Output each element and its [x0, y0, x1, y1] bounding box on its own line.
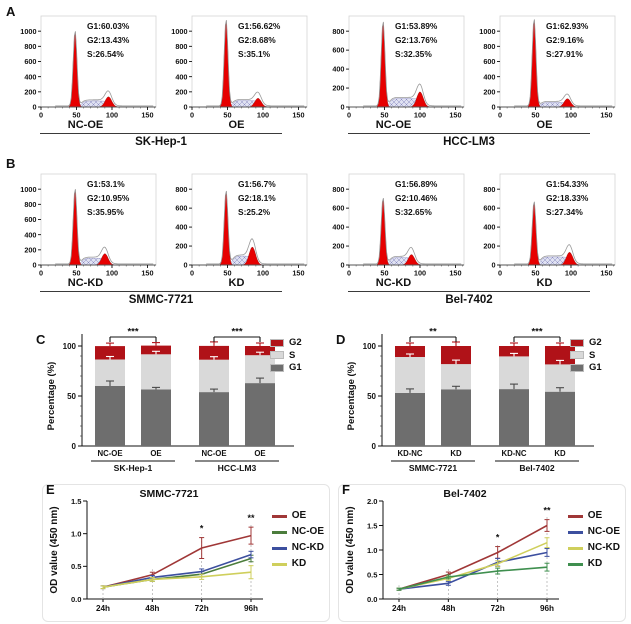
svg-text:200: 200 — [23, 245, 36, 255]
svg-text:S:25.2%: S:25.2% — [237, 207, 270, 217]
svg-text:200: 200 — [174, 87, 187, 97]
svg-text:G1:54.33%: G1:54.33% — [545, 179, 588, 189]
svg-text:SMMC-7721: SMMC-7721 — [408, 463, 458, 473]
svg-text:400: 400 — [23, 230, 36, 240]
svg-text:1.0: 1.0 — [366, 545, 378, 555]
legend-item-g1 — [570, 363, 602, 373]
svg-text:24h: 24h — [391, 604, 407, 613]
legend-item-oe — [272, 511, 324, 521]
svg-text:SMMC-7721: SMMC-7721 — [139, 488, 199, 500]
svg-text:100: 100 — [105, 268, 118, 278]
flow-plot-oe — [469, 12, 620, 131]
svg-text:50: 50 — [67, 391, 76, 401]
svg-text:G2:13.76%: G2:13.76% — [394, 35, 437, 45]
flow-histogram — [162, 12, 312, 120]
svg-text:72h: 72h — [490, 604, 505, 613]
panel-a — [0, 0, 631, 154]
flow-tiles — [10, 170, 312, 289]
svg-text:400: 400 — [331, 64, 344, 74]
svg-text:0: 0 — [339, 102, 344, 112]
svg-text:0.5: 0.5 — [366, 570, 378, 580]
svg-text:200: 200 — [23, 87, 36, 97]
svg-text:600: 600 — [23, 57, 36, 67]
svg-text:***: *** — [231, 326, 243, 338]
flow-plot-kd — [469, 170, 620, 289]
svg-text:0.0: 0.0 — [70, 594, 82, 604]
legend-item-s — [270, 351, 302, 361]
svg-text:0: 0 — [182, 260, 187, 270]
legend-f — [568, 511, 620, 569]
condition-label: KD — [228, 277, 245, 289]
legend-item-nc-oe — [568, 527, 620, 537]
svg-text:50: 50 — [379, 110, 389, 120]
svg-text:800: 800 — [23, 41, 36, 51]
svg-text:600: 600 — [174, 203, 187, 213]
svg-text:600: 600 — [331, 203, 344, 213]
svg-text:50: 50 — [71, 110, 81, 120]
legend-item-g1 — [270, 363, 302, 373]
panel-d — [330, 322, 630, 482]
legend-label: NC-OE — [291, 526, 324, 537]
flow-tiles — [10, 12, 312, 131]
svg-text:1.5: 1.5 — [366, 521, 378, 531]
panel-f — [338, 484, 626, 622]
flow-plot-kd — [161, 170, 312, 289]
svg-text:OD value (450 nm): OD value (450 nm) — [49, 506, 60, 594]
svg-text:150: 150 — [140, 110, 154, 120]
svg-text:0: 0 — [182, 102, 187, 112]
svg-text:800: 800 — [331, 184, 344, 194]
condition-label: NC-KD — [375, 277, 412, 289]
flow-histogram — [319, 170, 469, 278]
legend-label: S — [589, 349, 596, 361]
kd-line-swatch — [272, 563, 287, 566]
legend-label: KD — [587, 558, 603, 569]
legend-item-kd — [568, 559, 620, 569]
svg-text:0: 0 — [38, 268, 43, 278]
panel-b-label: B — [6, 156, 16, 171]
svg-text:0: 0 — [38, 110, 43, 120]
legend-item-s — [570, 351, 602, 361]
svg-text:100: 100 — [256, 268, 269, 278]
svg-text:150: 150 — [599, 110, 613, 120]
svg-text:OD value (450 nm): OD value (450 nm) — [345, 506, 356, 594]
svg-text:400: 400 — [482, 72, 495, 82]
panel-c-label: C — [36, 332, 46, 347]
svg-text:800: 800 — [482, 41, 495, 51]
svg-text:Bel-7402: Bel-7402 — [443, 488, 487, 500]
svg-text:OE: OE — [254, 449, 266, 458]
svg-text:150: 150 — [448, 268, 462, 278]
svg-text:24h: 24h — [95, 604, 111, 613]
svg-text:48h: 48h — [441, 604, 456, 613]
svg-text:800: 800 — [331, 26, 344, 36]
growth-curve-bel-7402 — [343, 487, 563, 619]
flow-pair-smmc-7721 — [10, 170, 312, 306]
flow-row-knockdown — [0, 154, 631, 306]
svg-text:600: 600 — [174, 57, 187, 67]
svg-text:NC-OE: NC-OE — [97, 449, 123, 458]
svg-text:0: 0 — [31, 260, 36, 270]
svg-text:150: 150 — [140, 268, 154, 278]
svg-text:KD: KD — [554, 449, 566, 458]
s-swatch — [270, 351, 284, 359]
svg-text:96h: 96h — [243, 604, 259, 613]
nc-oe-line-swatch — [568, 531, 583, 534]
condition-label: NC-OE — [67, 119, 104, 131]
legend-e — [272, 511, 324, 569]
flow-tiles — [318, 12, 620, 131]
svg-text:***: *** — [127, 326, 139, 338]
svg-text:1000: 1000 — [170, 26, 187, 36]
svg-text:96h: 96h — [539, 604, 555, 613]
svg-text:S:32.65%: S:32.65% — [394, 207, 432, 217]
legend-item-g2 — [570, 338, 602, 348]
flow-histogram — [319, 12, 469, 120]
svg-text:400: 400 — [482, 222, 495, 232]
svg-text:600: 600 — [482, 203, 495, 213]
flow-plot-nc-kd — [318, 170, 469, 289]
g1-swatch — [270, 364, 284, 372]
svg-text:1000: 1000 — [19, 184, 36, 194]
svg-text:G1:53.1%: G1:53.1% — [86, 179, 125, 189]
svg-text:G2:8.68%: G2:8.68% — [237, 35, 276, 45]
legend-label: G2 — [589, 337, 602, 348]
svg-text:S:35.1%: S:35.1% — [237, 49, 270, 59]
condition-label: NC-OE — [375, 119, 412, 131]
svg-text:NC-OE: NC-OE — [201, 449, 227, 458]
flow-row-overexpression — [0, 0, 631, 148]
panel-e — [42, 484, 330, 622]
flow-plot-oe — [161, 12, 312, 131]
flow-pair-sk-hep-1 — [10, 12, 312, 148]
svg-text:Bel-7402: Bel-7402 — [519, 463, 555, 473]
cell-cycle-bar-chart-kd — [344, 326, 600, 478]
svg-text:600: 600 — [482, 57, 495, 67]
svg-text:G2:10.95%: G2:10.95% — [86, 193, 129, 203]
legend-item-kd — [272, 559, 324, 569]
panel-d-label: D — [336, 332, 346, 347]
cell-line-caption: SMMC-7721 — [40, 291, 282, 306]
legend-item-oe — [568, 511, 620, 521]
cell-line-caption: SK-Hep-1 — [40, 133, 282, 148]
svg-text:1000: 1000 — [478, 26, 495, 36]
cell-line-caption: HCC-LM3 — [348, 133, 590, 148]
svg-text:G2:9.16%: G2:9.16% — [545, 35, 584, 45]
svg-text:400: 400 — [331, 222, 344, 232]
svg-text:100: 100 — [413, 110, 426, 120]
condition-label: KD — [536, 277, 553, 289]
legend-d — [570, 338, 602, 373]
svg-text:50: 50 — [71, 268, 81, 278]
svg-text:100: 100 — [564, 268, 577, 278]
svg-text:72h: 72h — [194, 604, 209, 613]
svg-text:50: 50 — [367, 391, 376, 401]
svg-text:50: 50 — [222, 110, 232, 120]
svg-text:150: 150 — [448, 110, 462, 120]
svg-text:50: 50 — [379, 268, 389, 278]
svg-text:***: *** — [531, 326, 543, 338]
panel-b — [0, 154, 631, 322]
svg-text:0: 0 — [497, 268, 502, 278]
svg-text:800: 800 — [174, 184, 187, 194]
flow-pair-bel-7402 — [318, 170, 620, 306]
oe-line-swatch — [568, 515, 583, 518]
svg-text:0: 0 — [346, 110, 351, 120]
legend-label: NC-KD — [587, 542, 620, 553]
nc-kd-line-swatch — [568, 547, 583, 550]
svg-text:100: 100 — [62, 341, 76, 351]
svg-text:0: 0 — [490, 102, 495, 112]
svg-text:S:32.35%: S:32.35% — [394, 49, 432, 59]
svg-text:1.0: 1.0 — [70, 529, 82, 539]
legend-item-nc-kd — [568, 543, 620, 553]
legend-label: NC-OE — [587, 526, 620, 537]
svg-text:50: 50 — [222, 268, 232, 278]
svg-text:G2:18.33%: G2:18.33% — [545, 193, 588, 203]
svg-text:0.5: 0.5 — [70, 562, 82, 572]
svg-text:G1:53.89%: G1:53.89% — [394, 21, 437, 31]
svg-text:G2:10.46%: G2:10.46% — [394, 193, 437, 203]
legend-label: S — [289, 349, 296, 361]
svg-text:0: 0 — [31, 102, 36, 112]
svg-text:KD: KD — [450, 449, 462, 458]
svg-text:**: ** — [429, 326, 437, 338]
svg-text:100: 100 — [256, 110, 269, 120]
growth-curve-smmc-7721 — [47, 487, 267, 619]
svg-text:400: 400 — [174, 222, 187, 232]
svg-text:S:26.54%: S:26.54% — [86, 49, 124, 59]
svg-text:200: 200 — [482, 87, 495, 97]
svg-text:0: 0 — [339, 260, 344, 270]
svg-text:600: 600 — [23, 215, 36, 225]
svg-text:G2:13.43%: G2:13.43% — [86, 35, 129, 45]
svg-text:400: 400 — [23, 72, 36, 82]
svg-text:*: * — [199, 523, 204, 534]
g2-swatch — [270, 339, 284, 347]
svg-text:200: 200 — [331, 241, 344, 251]
svg-text:0: 0 — [189, 110, 194, 120]
svg-text:200: 200 — [174, 241, 187, 251]
svg-text:0.0: 0.0 — [366, 594, 378, 604]
svg-text:*: * — [495, 532, 500, 543]
svg-text:100: 100 — [105, 110, 118, 120]
svg-text:HCC-LM3: HCC-LM3 — [217, 463, 257, 473]
svg-text:S:27.34%: S:27.34% — [545, 207, 583, 217]
svg-text:800: 800 — [174, 41, 187, 51]
panel-c — [30, 322, 330, 482]
svg-text:G2:18.1%: G2:18.1% — [237, 193, 276, 203]
svg-text:0: 0 — [490, 260, 495, 270]
svg-text:G1:56.7%: G1:56.7% — [237, 179, 276, 189]
svg-text:**: ** — [247, 513, 255, 524]
svg-text:0: 0 — [346, 268, 351, 278]
flow-histogram — [11, 12, 161, 120]
panel-a-label: A — [6, 4, 16, 19]
svg-text:G1:60.03%: G1:60.03% — [86, 21, 129, 31]
flow-plot-nc-oe — [318, 12, 469, 131]
legend-label: OE — [291, 510, 307, 521]
svg-text:100: 100 — [413, 268, 426, 278]
svg-text:150: 150 — [599, 268, 613, 278]
nc-kd-line-swatch — [272, 547, 287, 550]
flow-tiles — [318, 170, 620, 289]
svg-text:OE: OE — [150, 449, 162, 458]
svg-text:KD-NC: KD-NC — [397, 449, 423, 458]
flow-plot-nc-oe — [10, 12, 161, 131]
nc-oe-line-swatch — [272, 531, 287, 534]
svg-text:2.0: 2.0 — [366, 496, 378, 506]
g2-swatch — [570, 339, 584, 347]
panel-f-label: F — [342, 482, 350, 497]
legend-c — [270, 338, 302, 373]
svg-text:100: 100 — [362, 341, 376, 351]
legend-label: NC-KD — [291, 542, 324, 553]
condition-label: OE — [228, 119, 245, 131]
svg-text:200: 200 — [331, 83, 344, 93]
svg-text:0: 0 — [189, 268, 194, 278]
svg-text:Percentage (%): Percentage (%) — [346, 361, 357, 431]
legend-label: KD — [291, 558, 307, 569]
svg-text:S:35.95%: S:35.95% — [86, 207, 124, 217]
flow-histogram — [11, 170, 161, 278]
condition-label: OE — [536, 119, 553, 131]
condition-label: NC-KD — [67, 277, 104, 289]
flow-plot-nc-kd — [10, 170, 161, 289]
svg-text:800: 800 — [23, 199, 36, 209]
legend-item-g2 — [270, 338, 302, 348]
flow-histogram — [470, 170, 620, 278]
svg-text:150: 150 — [291, 110, 305, 120]
cell-cycle-bar-chart-oe — [44, 326, 300, 478]
svg-text:G1:56.89%: G1:56.89% — [394, 179, 437, 189]
flow-histogram — [470, 12, 620, 120]
svg-text:1000: 1000 — [19, 26, 36, 36]
legend-label: G1 — [589, 362, 602, 373]
svg-text:1.5: 1.5 — [70, 496, 82, 506]
svg-text:G1:56.62%: G1:56.62% — [237, 21, 280, 31]
svg-text:**: ** — [543, 505, 551, 516]
svg-text:0: 0 — [71, 441, 76, 451]
legend-label: OE — [587, 510, 603, 521]
g1-swatch — [570, 364, 584, 372]
svg-text:800: 800 — [482, 184, 495, 194]
svg-text:400: 400 — [174, 72, 187, 82]
svg-text:G1:62.93%: G1:62.93% — [545, 21, 588, 31]
s-swatch — [570, 351, 584, 359]
legend-label: G1 — [289, 362, 302, 373]
svg-text:150: 150 — [291, 268, 305, 278]
svg-text:SK-Hep-1: SK-Hep-1 — [113, 463, 153, 473]
cell-line-caption: Bel-7402 — [348, 291, 590, 306]
svg-text:0: 0 — [371, 441, 376, 451]
legend-item-nc-kd — [272, 543, 324, 553]
svg-text:0: 0 — [497, 110, 502, 120]
kd-line-swatch — [568, 563, 583, 566]
legend-label: G2 — [289, 337, 302, 348]
panel-e-label: E — [46, 482, 55, 497]
svg-text:Percentage (%): Percentage (%) — [46, 361, 57, 431]
svg-text:200: 200 — [482, 241, 495, 251]
svg-text:S:27.91%: S:27.91% — [545, 49, 583, 59]
flow-pair-hcc-lm3 — [318, 12, 620, 148]
svg-text:50: 50 — [530, 268, 540, 278]
flow-histogram — [162, 170, 312, 278]
growth-curves-section — [0, 482, 631, 624]
bar-charts-section — [0, 322, 631, 482]
oe-line-swatch — [272, 515, 287, 518]
svg-text:50: 50 — [530, 110, 540, 120]
svg-text:KD-NC: KD-NC — [501, 449, 527, 458]
legend-item-nc-oe — [272, 527, 324, 537]
svg-text:100: 100 — [564, 110, 577, 120]
svg-text:48h: 48h — [145, 604, 160, 613]
svg-text:600: 600 — [331, 45, 344, 55]
